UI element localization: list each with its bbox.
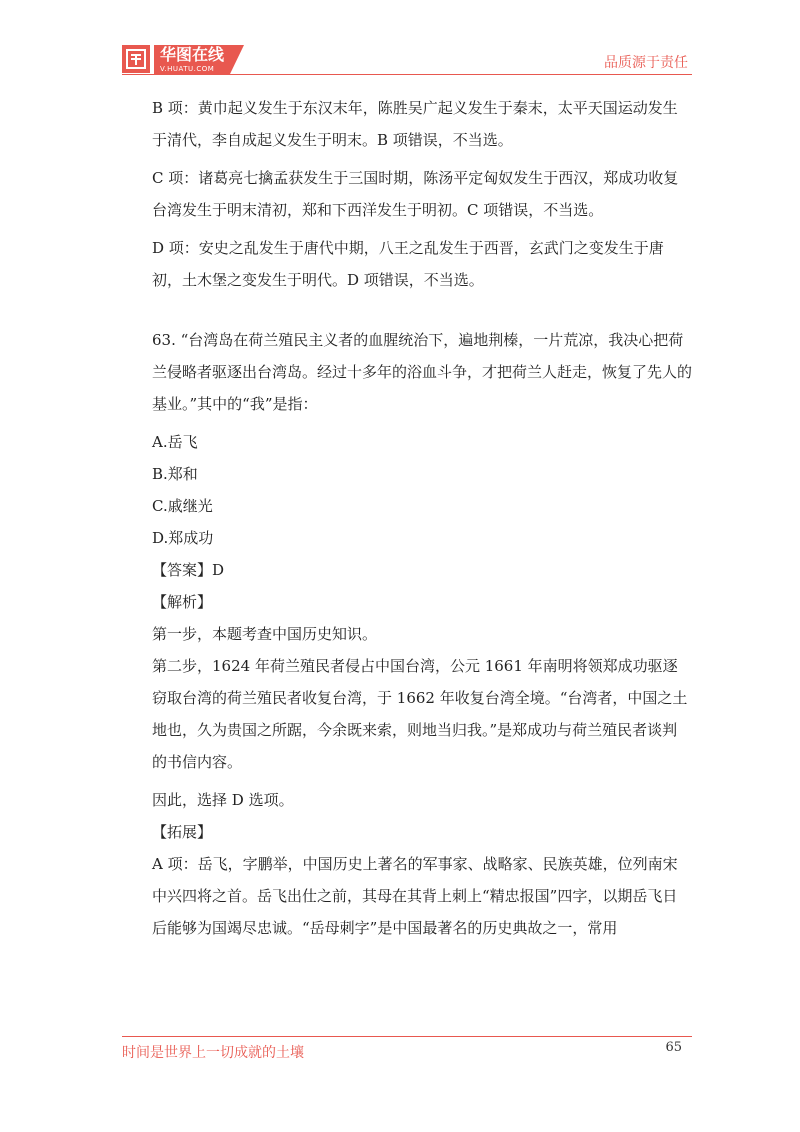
- option-b: B.郑和: [152, 465, 198, 483]
- logo-url: V.HUATU.COM: [154, 65, 230, 74]
- footer-divider: [122, 1036, 692, 1037]
- option-c: C.戚继光: [152, 497, 213, 515]
- option-a: A.岳飞: [152, 433, 198, 451]
- header-slogan: 品质源于责任: [604, 55, 688, 71]
- logo-wedge: [230, 45, 244, 74]
- huatu-logo: [122, 44, 244, 74]
- explanation-d: D 项：安史之乱发生于唐代中期，八王之乱发生于西晋，玄武门之变发生于唐初，土木堡之变发生于明代。D 项错误，不当选。: [152, 239, 664, 289]
- section-spacer: [152, 302, 692, 324]
- header-divider: [122, 74, 692, 75]
- extension-a: A 项：岳飞，字鹏举，中国历史上著名的军事家、战略家、民族英雄，位列南宋中兴四将之首。岳飞出仕之前，其母在其背上刺上“精忠报国”四字，以期岳飞日后能够为国竭尽忠诚。“岳母刺字”是中国最著名的历史典故之一，常用: [152, 855, 678, 937]
- answer: 【答案】D: [152, 561, 225, 579]
- page-number: 65: [665, 1040, 682, 1055]
- logo-name: 华图在线: [154, 45, 230, 65]
- extension-label: 【拓展】: [152, 823, 213, 841]
- explanation-b: B 项：黄巾起义发生于东汉末年，陈胜吴广起义发生于秦末，太平天国运动发生于清代，李自成起义发生于明末。B 项错误，不当选。: [152, 99, 678, 149]
- question-63: 63. “台湾岛在荷兰殖民主义者的血腥统治下，遍地荆榛，一片荒凉，我决心把荷兰侵略者驱逐出台湾岛。经过十多年的浴血斗争，才把荷兰人赶走，恢复了先人的基业。”其中的“我”是指：: [152, 331, 693, 413]
- analysis-step-1: 第一步，本题考查中国历史知识。: [152, 625, 378, 643]
- analysis-conclusion: 因此，选择 D 选项。: [152, 791, 294, 809]
- analysis-label: 【解析】: [152, 593, 213, 611]
- page-content: [152, 92, 692, 950]
- option-d: D.郑成功: [152, 529, 214, 547]
- footer-slogan: 时间是世界上一切成就的土壤: [122, 1045, 304, 1061]
- explanation-c: C 项：诸葛亮七擒孟获发生于三国时期，陈汤平定匈奴发生于西汉，郑成功收复台湾发生于明末清初，郑和下西洋发生于明初。C 项错误，不当选。: [152, 169, 679, 219]
- logo-mark-icon: [122, 45, 150, 73]
- analysis-step-2: 第二步，1624 年荷兰殖民者侵占中国台湾，公元 1661 年南明将领郑成功驱逐窃取台湾的荷兰殖民者收复台湾，于 1662 年收复台湾全境。“台湾者，中国之土地也，久为贵国之所踞，今余既来索，则地当归我。”是郑成功与荷兰殖民者谈判的书信内容。: [152, 657, 688, 771]
- page-header: [0, 0, 800, 80]
